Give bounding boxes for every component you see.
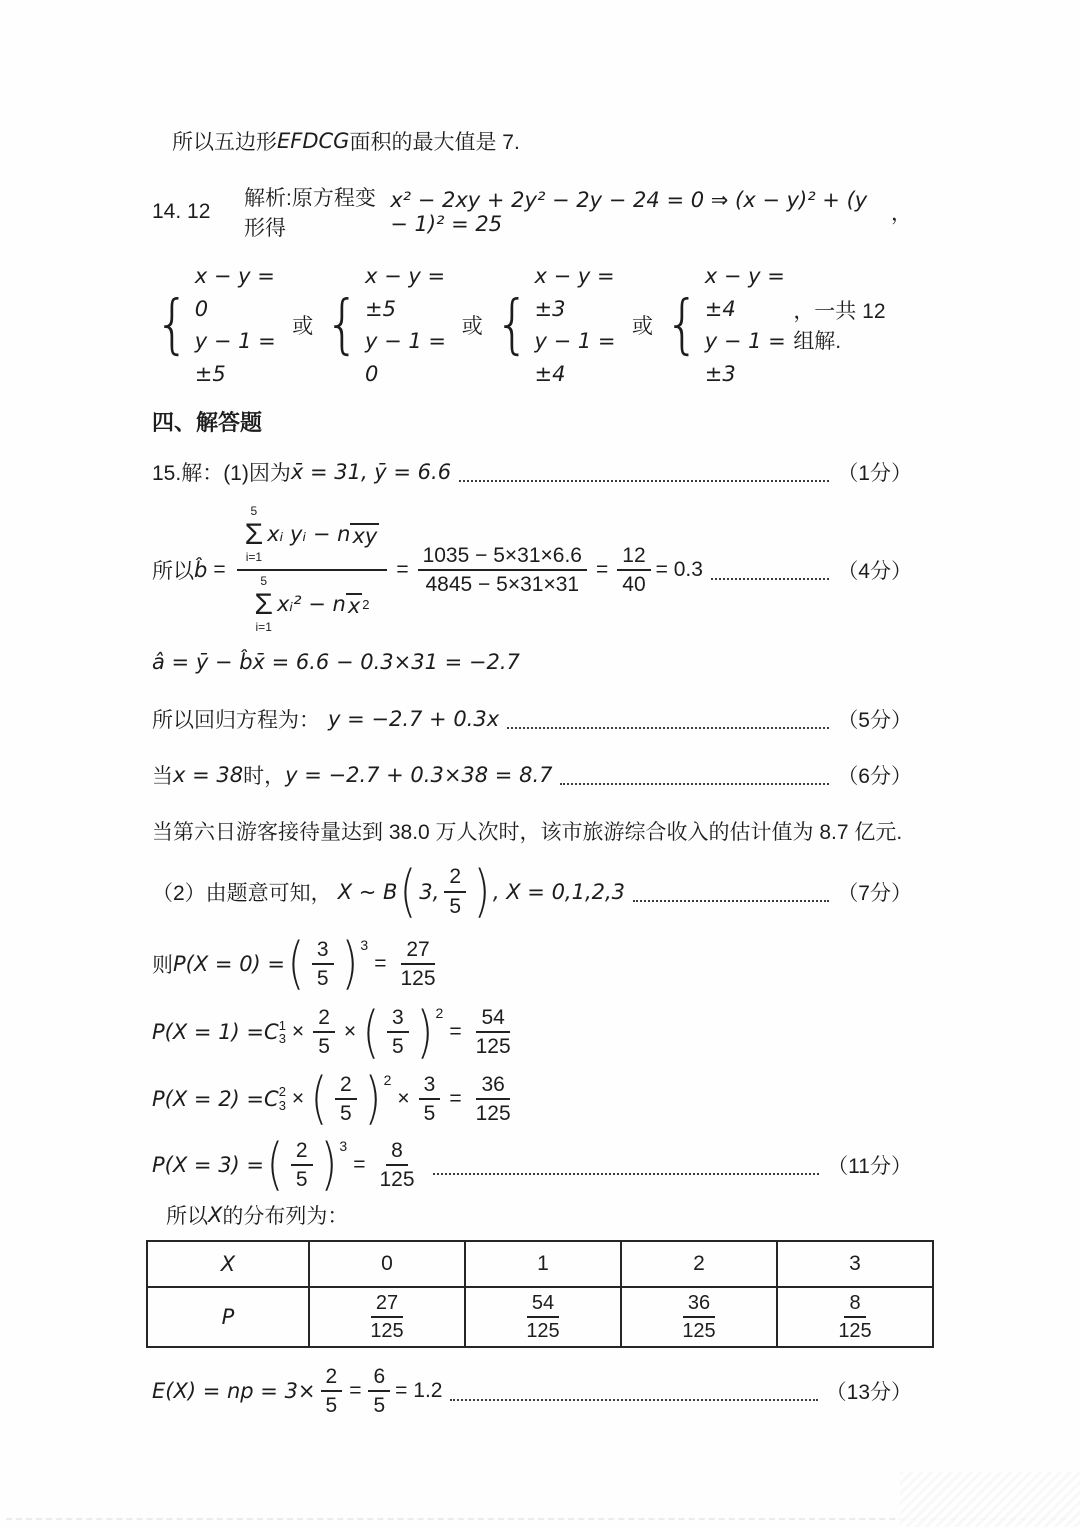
fraction-numerator: 3: [419, 1072, 441, 1100]
reduced-numerator: 12: [617, 543, 650, 571]
bhat-lead: 所以: [152, 559, 194, 583]
interpretation-line: [152, 816, 912, 846]
times-sign: ×: [397, 1086, 410, 1110]
regression-equation: y = −2.7 + 0.3x: [328, 707, 500, 732]
q14-equation: x² − 2xy + 2y² − 2y − 24 = 0 ⇒ (x − y)² + (y − 1)² = 25: [390, 188, 868, 236]
combination-indices: [279, 1019, 286, 1046]
ex-result: = 1.2: [395, 1379, 443, 1403]
summation-icon: [245, 505, 264, 565]
dotted-leader: [633, 900, 829, 902]
prob-numerator: 54: [527, 1291, 559, 1318]
prob-x2-line: [152, 1066, 912, 1132]
p2-power-group: [308, 1066, 393, 1132]
dotted-leader: [560, 783, 829, 785]
section-heading: 四、解答题: [152, 410, 263, 436]
score-4pt: （4分）: [837, 559, 912, 583]
fraction-denominator: 5: [318, 1035, 330, 1059]
table-cell-x1: 1: [465, 1241, 621, 1287]
p-denominator: 5: [449, 894, 462, 918]
q14-tail: ，: [891, 202, 912, 225]
combination-subscript: 3: [278, 1097, 286, 1113]
equals-sign: =: [596, 557, 609, 581]
system-2-eq-top: x − y = ±5: [364, 264, 446, 321]
fraction-numerator: 3: [312, 937, 334, 965]
result-numerator: 8: [386, 1138, 408, 1166]
combination-indices: [279, 1085, 286, 1112]
left-paren-icon: (: [400, 858, 417, 924]
part2-domain: , X = 0,1,2,3: [492, 879, 626, 904]
equals-sign: =: [396, 557, 409, 581]
systems-conclusion: ，一共 12 组解.: [793, 300, 886, 354]
result-numerator: 27: [401, 937, 434, 965]
or-word-3: 或: [632, 315, 654, 339]
pentagon-text-pre: 所以五边形: [172, 131, 277, 154]
interpretation-text: 当第六日游客接待量达到 38.0 万人次时，该市旅游综合收入的估计值为 8.7 亿元.: [152, 821, 903, 845]
prob-x1-line: [152, 999, 912, 1065]
left-brace-icon: {: [155, 287, 190, 362]
fraction-numerator: 2: [321, 1364, 343, 1392]
table-cell-p2: [621, 1287, 777, 1347]
prediction-condition: x = 38: [173, 763, 244, 788]
p1-power-group: [360, 999, 445, 1065]
dist-pre: 所以: [166, 1205, 208, 1229]
right-paren-icon: ): [341, 931, 358, 997]
p1-fraction-1: [313, 1005, 335, 1059]
distribution-table: [146, 1240, 934, 1348]
left-paren-icon: (: [310, 1066, 328, 1132]
score-11pt: （11分）: [827, 1155, 912, 1179]
system-3: [492, 260, 623, 390]
p2-lhs: P(X = 2) =: [152, 1086, 265, 1111]
pentagon-area-line: [152, 126, 912, 156]
system-1-eq-bottom: y − 1 = ±5: [194, 329, 276, 386]
sum-lower-limit: i=1: [255, 619, 272, 634]
fraction-denominator: 5: [316, 966, 329, 990]
q14-solution-systems: [152, 260, 912, 390]
reduced-denominator: 40: [622, 572, 646, 596]
p3-result-fraction: [374, 1138, 419, 1192]
table-cell-p1: [465, 1287, 621, 1347]
bhat-formula-line: [152, 503, 912, 636]
sum-upper-limit: 5: [250, 504, 258, 519]
system-4-eq-top: x − y = ±4: [704, 264, 785, 321]
expectation-line: [152, 1364, 912, 1418]
content-column: [152, 126, 912, 1437]
prob-denominator: 125: [838, 1320, 872, 1343]
bhat-numeric-fraction: [418, 543, 587, 597]
table-cell-p3: [777, 1287, 933, 1347]
p0-base-fraction: [312, 937, 334, 991]
score-6pt: （6分）: [837, 765, 912, 789]
or-word-2: 或: [461, 315, 483, 339]
score-13pt: （13分）: [825, 1381, 912, 1405]
bhat-reduced-fraction: [617, 543, 650, 597]
regression-lead: 所以回归方程为：: [152, 709, 320, 733]
system-1: [152, 260, 283, 390]
binomial-args-group: [397, 858, 492, 924]
table-row-values: [147, 1241, 933, 1287]
p2-result-fraction: [471, 1072, 516, 1126]
equals-sign: =: [353, 1153, 366, 1177]
p2-fraction-2: [419, 1072, 441, 1126]
bhat-numerator-terms: xᵢ yᵢ − n: [267, 522, 351, 547]
p0-lead: 则: [152, 953, 173, 977]
p1-base-fraction: [387, 1005, 409, 1059]
fraction-numerator: 2: [313, 1005, 335, 1033]
left-paren-icon: (: [362, 999, 380, 1065]
p0-power-group: [285, 931, 370, 997]
left-brace-icon: {: [494, 287, 530, 362]
distribution-intro-line: [152, 1200, 912, 1230]
x-bar-exponent: 2: [362, 596, 370, 612]
ahat-line: [152, 650, 912, 674]
sum-lower-limit: i=1: [245, 549, 263, 564]
prob-denominator: 125: [682, 1320, 716, 1343]
prob-x3-line: [152, 1132, 912, 1198]
table-cell-x0: 0: [309, 1241, 465, 1287]
equals-sign: =: [449, 1086, 462, 1110]
left-paren-icon: (: [266, 1132, 284, 1198]
table-row-probabilities: [147, 1287, 933, 1347]
table-cell-x3: 3: [777, 1241, 933, 1287]
bhat-symbol: b̂: [194, 557, 208, 582]
dist-post: 的分布列为：: [222, 1205, 349, 1229]
system-4: [662, 260, 793, 390]
bhat-denominator-terms: xᵢ² − n: [276, 591, 346, 616]
prediction-lead: 当: [152, 765, 173, 789]
q15-means-line: [152, 457, 912, 487]
p3-base-fraction: [291, 1138, 313, 1192]
p0-lhs: P(X = 0) =: [173, 951, 286, 976]
times-sign: ×: [291, 1020, 305, 1044]
p-numerator: 2: [444, 864, 466, 892]
dotted-leader: [507, 727, 829, 729]
p1-result-fraction: [471, 1005, 516, 1059]
fraction-numerator: 2: [335, 1072, 357, 1100]
exponent: 3: [339, 1137, 348, 1154]
ex-lhs: E(X) = np = 3×: [152, 1379, 316, 1404]
right-paren-icon: ): [320, 1132, 337, 1198]
p3-power-group: [264, 1132, 349, 1198]
q15-means-equation: x̄ = 31, ȳ = 6.6: [290, 460, 452, 485]
table-cell-x-label: X: [147, 1241, 309, 1287]
times-sign: ×: [291, 1086, 305, 1110]
exponent: 2: [383, 1071, 392, 1088]
p0-result-fraction: [395, 937, 440, 991]
right-paren-icon: ): [473, 858, 491, 924]
combination-superscript: 2: [278, 1084, 286, 1100]
ahat-equation: â = ȳ − b̂x̄ = 6.6 − 0.3×31 = −2.7: [152, 650, 520, 675]
sum-upper-limit: 5: [260, 573, 268, 588]
combination-symbol: C: [264, 1020, 279, 1045]
left-brace-icon: {: [665, 287, 700, 362]
prob-numerator: 27: [371, 1291, 403, 1318]
system-2-eq-bottom: y − 1 = 0: [364, 329, 446, 386]
prob-x0-line: [152, 931, 912, 997]
question-14-line: [152, 182, 912, 242]
result-numerator: 36: [476, 1072, 509, 1100]
dotted-leader: [711, 578, 829, 580]
q14-lead: 解析:原方程变形得: [244, 187, 376, 240]
fraction-denominator: 5: [423, 1101, 436, 1125]
system-4-eq-bottom: y − 1 = ±3: [704, 329, 786, 386]
result-denominator: 125: [400, 966, 436, 990]
result-denominator: 125: [475, 1035, 511, 1059]
left-paren-icon: (: [287, 931, 305, 997]
summation-icon: [254, 575, 273, 635]
combination-subscript: 3: [278, 1031, 286, 1047]
exponent: 3: [360, 936, 369, 953]
or-word-1: 或: [292, 315, 314, 339]
prob-denominator: 125: [370, 1320, 404, 1343]
bhat-main-fraction: [237, 503, 388, 636]
prob-numerator: 8: [844, 1291, 865, 1318]
sigma-glyph: Σ: [244, 517, 264, 551]
right-paren-icon: ): [416, 999, 433, 1065]
bhat-result: = 0.3: [655, 557, 703, 581]
right-paren-icon: ): [364, 1066, 381, 1132]
system-1-eq-top: x − y = 0: [194, 264, 275, 321]
equals-sign: =: [449, 1020, 462, 1044]
ex-fraction-2: [368, 1364, 390, 1418]
table-cell-p-label: P: [147, 1287, 309, 1347]
system-2: [322, 260, 453, 390]
equals-sign: =: [349, 1379, 362, 1403]
combination-superscript: 1: [278, 1017, 286, 1033]
pentagon-text-post: 面积的最大值是 7.: [349, 131, 520, 154]
table-cell-p0: [309, 1287, 465, 1347]
equals-sign: =: [374, 951, 387, 975]
dotted-leader: [433, 1173, 820, 1175]
dotted-leader: [459, 480, 829, 482]
scan-artifact-noise: [900, 1472, 1080, 1527]
fraction-denominator: 5: [295, 1168, 308, 1192]
pentagon-label: EFDCG: [277, 129, 350, 153]
left-brace-icon: {: [325, 287, 360, 362]
p1-lhs: P(X = 1) =: [152, 1020, 265, 1045]
system-3-eq-bottom: y − 1 = ±4: [534, 329, 616, 386]
combination-symbol: C: [264, 1086, 279, 1111]
numeric-numerator: 1035 − 5×31×6.6: [418, 543, 587, 571]
xy-bar: xy: [352, 523, 378, 548]
system-3-eq-top: x − y = ±3: [534, 264, 615, 321]
fraction-numerator: 3: [387, 1005, 409, 1033]
prob-denominator: 125: [526, 1320, 560, 1343]
score-1pt: （1分）: [837, 462, 912, 486]
fraction-denominator: 5: [392, 1035, 404, 1059]
times-sign: ×: [343, 1020, 357, 1044]
equals-sign: =: [213, 557, 226, 581]
fraction-denominator: 5: [340, 1101, 352, 1125]
numeric-denominator: 4845 − 5×31×31: [425, 572, 580, 596]
binomial-n: 3,: [419, 879, 440, 904]
prediction-mid: 时，: [243, 765, 286, 789]
result-denominator: 125: [379, 1168, 415, 1192]
score-5pt: （5分）: [837, 709, 912, 733]
fraction-denominator: 5: [325, 1394, 338, 1418]
prediction-line: [152, 760, 912, 790]
part2-lead: （2）由题意可知，: [152, 881, 332, 905]
q14-number: 14. 12: [152, 200, 211, 223]
part2-setup-line: [152, 858, 912, 924]
score-7pt: （7分）: [837, 881, 912, 905]
p3-lhs: P(X = 3) =: [152, 1153, 265, 1178]
exponent: 2: [435, 1005, 444, 1022]
q15-lead: 15.解：(1)因为: [152, 462, 291, 486]
p2-base-fraction: [335, 1072, 357, 1126]
part2-distribution: X ∼ B: [337, 879, 398, 904]
result-denominator: 125: [475, 1101, 511, 1125]
regression-line: [152, 704, 912, 734]
result-numerator: 54: [476, 1005, 509, 1033]
fraction-numerator: 2: [291, 1138, 313, 1166]
dist-variable: X: [208, 1203, 223, 1228]
sigma-glyph: Σ: [254, 587, 273, 621]
ex-fraction-1: [321, 1364, 343, 1418]
binomial-p-fraction: [444, 864, 466, 918]
fraction-numerator: 6: [368, 1364, 390, 1392]
table-cell-x2: 2: [621, 1241, 777, 1287]
dotted-leader: [450, 1399, 817, 1401]
x-bar: x: [347, 593, 361, 618]
prob-numerator: 36: [683, 1291, 715, 1318]
fraction-denominator: 5: [373, 1394, 386, 1418]
prediction-equation: y = −2.7 + 0.3×38 = 8.7: [285, 763, 553, 788]
